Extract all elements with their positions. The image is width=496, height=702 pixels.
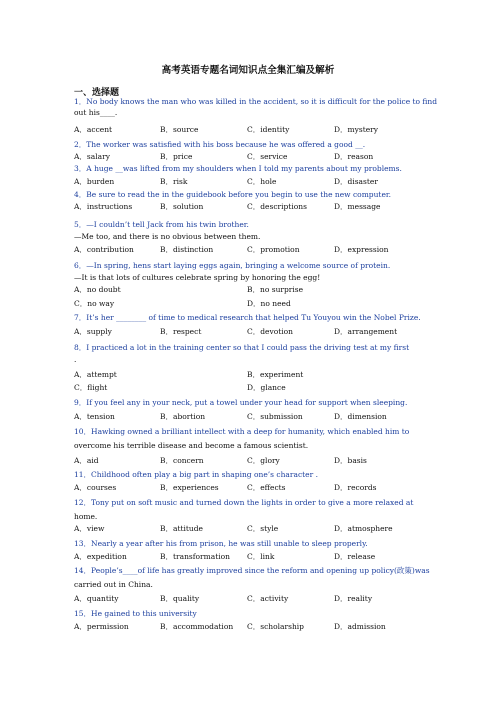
answer-option[interactable]: D．no need <box>247 299 291 308</box>
answer-option[interactable]: D．basis <box>334 456 367 465</box>
answer-option[interactable]: A．salary <box>74 152 110 161</box>
answer-option[interactable]: B．distinction <box>160 245 214 254</box>
answer-option[interactable]: D．release <box>334 552 376 561</box>
question-stem: 8．I practiced a lot in the training center so that I could pass the driving test at my first <box>74 343 410 352</box>
answer-option[interactable]: B．price <box>160 152 193 161</box>
answer-option[interactable]: D．reality <box>334 594 373 603</box>
question-stem: 6．—In spring, hens start laying eggs again, bringing a welcome source of protein. <box>74 261 391 270</box>
answer-option[interactable]: B．transformation <box>160 552 230 561</box>
answer-option[interactable]: C．flight <box>74 383 108 392</box>
answer-option[interactable]: C．no way <box>74 299 115 308</box>
answer-option[interactable]: A．supply <box>74 327 112 336</box>
answer-option[interactable]: B．quality <box>160 594 200 603</box>
question-stem: 1．No body knows the man who was killed in the accident, so it is difficult for the police to find <box>74 97 438 106</box>
answer-option[interactable]: C．style <box>247 524 279 533</box>
answer-option[interactable]: B．abortion <box>160 412 206 421</box>
question-stem: 15．He gained to this university <box>74 609 197 618</box>
answer-option[interactable]: D．disaster <box>334 177 378 186</box>
question-stem: 7．It’s her ________ of time to medical research that helped Tu Youyou win the Nobel Prize. <box>74 313 421 322</box>
answer-option[interactable]: A．burden <box>74 177 115 186</box>
answer-option[interactable]: B．respect <box>160 327 202 336</box>
answer-option[interactable]: C．submission <box>247 412 303 421</box>
question-stem: 11．Childhood often play a big part in shaping one’s character . <box>74 470 318 479</box>
answer-option[interactable]: D．glance <box>247 383 286 392</box>
answer-option[interactable]: B．experiment <box>247 370 304 379</box>
question-stem: 12．Tony put on soft music and turned down the lights in order to give a more relaxed at <box>74 498 414 507</box>
answer-option[interactable]: C．identity <box>247 125 290 134</box>
question-stem-continued: . <box>74 355 77 364</box>
answer-option[interactable]: A．view <box>74 524 105 533</box>
answer-option[interactable]: B．risk <box>160 177 188 186</box>
answer-option[interactable]: B．no surprise <box>247 285 304 294</box>
answer-option[interactable]: D．atmosphere <box>334 524 393 533</box>
question-stem: 10．Hawking owned a brilliant intellect with a deep for humanity, which enabled him to <box>74 427 410 436</box>
answer-option[interactable]: C．effects <box>247 483 286 492</box>
question-stem: 13．Nearly a year after his from prison, he was still unable to sleep properly. <box>74 539 368 548</box>
answer-option[interactable]: C．service <box>247 152 288 161</box>
answer-option[interactable]: C．link <box>247 552 275 561</box>
question-stem: 4．Be sure to read the in the guidebook before you begin to use the new computer. <box>74 190 392 199</box>
answer-option[interactable]: B．attitude <box>160 524 203 533</box>
answer-option[interactable]: C．glory <box>247 456 280 465</box>
answer-option[interactable]: A．tension <box>74 412 115 421</box>
question-stem-continued: carried out in China. <box>74 580 153 589</box>
answer-option[interactable]: A．accent <box>74 125 113 134</box>
question-stem: 3．A huge __was lifted from my shoulders when I told my parents about my problems. <box>74 164 402 173</box>
answer-option[interactable]: A．no doubt <box>74 285 121 294</box>
answer-option[interactable]: C．descriptions <box>247 202 307 211</box>
question-stem-continued: —Me too, and there is no obvious between them. <box>74 232 261 241</box>
answer-option[interactable]: D．message <box>334 202 381 211</box>
question-stem: 9．If you feel any in your neck, put a towel under your head for support when sleeping. <box>74 398 408 407</box>
document-title: 高考英语专题名词知识点全集汇编及解析 <box>161 65 335 76</box>
answer-option[interactable]: B．concern <box>160 456 204 465</box>
question-stem: 5．—I couldn’t tell Jack from his twin brother. <box>74 220 249 229</box>
question-stem-continued: home. <box>74 512 98 521</box>
answer-option[interactable]: D．records <box>334 483 377 492</box>
answer-option[interactable]: C．scholarship <box>247 622 304 631</box>
answer-option[interactable]: D．arrangement <box>334 327 398 336</box>
answer-option[interactable]: A．attempt <box>74 370 117 379</box>
answer-option[interactable]: A．expedition <box>74 552 127 561</box>
section-heading: 一、选择题 <box>74 88 120 98</box>
answer-option[interactable]: A．courses <box>74 483 117 492</box>
answer-option[interactable]: A．instructions <box>74 202 133 211</box>
answer-option[interactable]: D．admission <box>334 622 386 631</box>
answer-option[interactable]: A．quantity <box>74 594 119 603</box>
answer-option[interactable]: A．permission <box>74 622 129 631</box>
question-stem-continued: out his____. <box>74 108 118 117</box>
answer-option[interactable]: C．activity <box>247 594 289 603</box>
answer-option[interactable]: C．promotion <box>247 245 300 254</box>
answer-option[interactable]: D．dimension <box>334 412 387 421</box>
answer-option[interactable]: B．experiences <box>160 483 219 492</box>
answer-option[interactable]: B．accommodation <box>160 622 234 631</box>
answer-option[interactable]: D．reason <box>334 152 374 161</box>
answer-option[interactable]: D．mystery <box>334 125 378 134</box>
answer-option[interactable]: A．contribution <box>74 245 134 254</box>
answer-option[interactable]: C．hole <box>247 177 277 186</box>
question-stem: 14．People’s____of life has greatly improved since the reform and opening up policy(政策)was <box>74 566 430 575</box>
answer-option[interactable]: A．aid <box>74 456 99 465</box>
answer-option[interactable]: C．devotion <box>247 327 293 336</box>
question-stem: 2．The worker was satisfied with his boss because he was offered a good __. <box>74 140 366 149</box>
question-stem-continued: —It is that lots of cultures celebrate spring by honoring the egg! <box>74 273 321 282</box>
answer-option[interactable]: D．expression <box>334 245 389 254</box>
answer-option[interactable]: B．source <box>160 125 199 134</box>
answer-option[interactable]: B．solution <box>160 202 204 211</box>
question-stem-continued: overcome his terrible disease and become a famous scientist. <box>74 441 309 450</box>
